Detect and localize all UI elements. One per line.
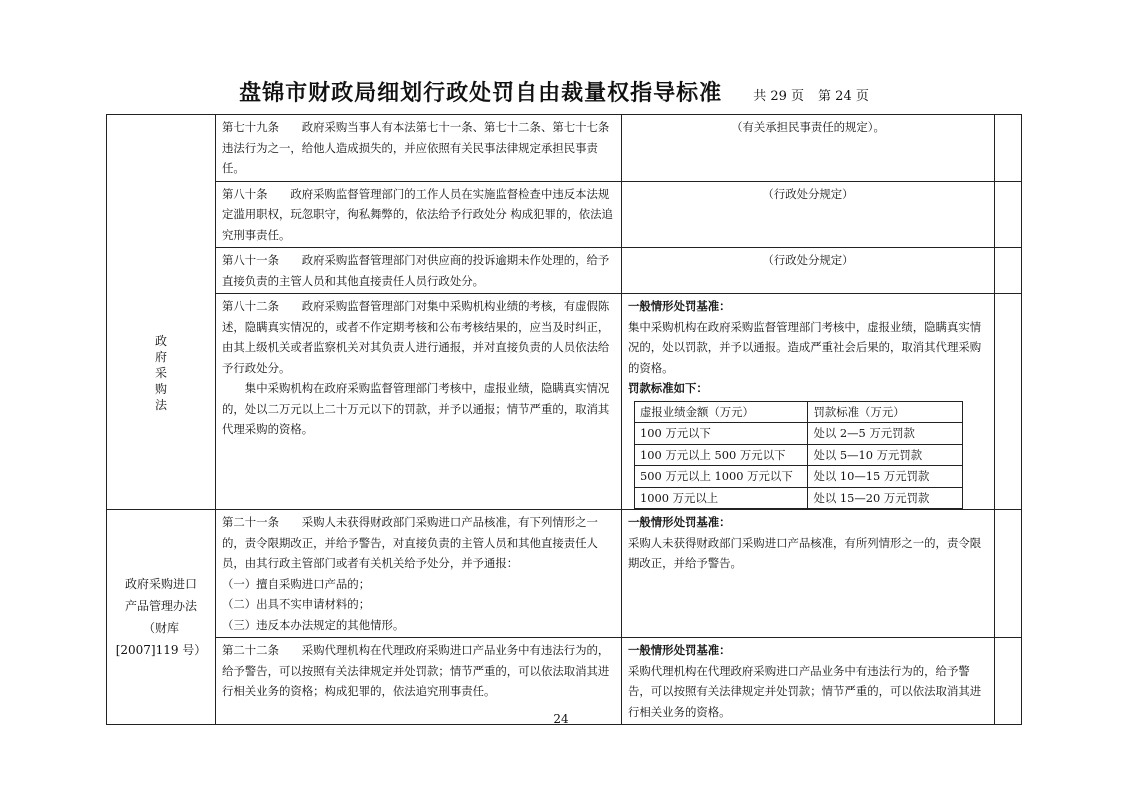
law-name-cell [107,510,216,725]
fine-header-cell: 虚报业绩金额（万元） [635,401,808,423]
standard-text: 集中采购机构在政府采购监督管理部门考核中，虚报业绩，隐瞒真实情况的，处以罚款，并予以通报。造成严重社会后果的，取消其代理采购的资格。 [628,319,982,375]
fine-table-row [635,444,963,466]
fine-heading: 罚款标准如下： [628,381,708,395]
standard-text: 采购代理机构在代理政府采购进口产品业务中有违法行为的，给予警告，可以按照有关法律规定并处罚款；情节严重的，可以依法取消其进行相关业务的资格。 [628,663,982,719]
law-name-cell [107,115,216,510]
article-cell [216,294,622,510]
fine-cell: 处以 10—15 万元罚款 [808,466,963,488]
article-paragraph: 第二十一条 采购人未获得财政部门采购进口产品核准，有下列情形之一的，责令限期改正，并给予警告，对直接负责的主管人员和其他直接责任人员，由其行政主管部门或者有关机关给予处分，并予通报： [222,515,598,570]
fine-cell: 处以 5—10 万元罚款 [808,444,963,466]
standard-heading: 一般情形处罚基准： [628,515,731,529]
page-number: 24 [553,712,569,726]
article-item: （三）违反本办法规定的其他情形。 [222,617,405,632]
fine-header-cell: 罚款标准（万元） [808,401,963,423]
table-row [107,510,1022,638]
header [0,76,1122,107]
fine-table-row [635,487,963,509]
article-cell: 第二十二条 采购代理机构在代理政府采购进口产品业务中有违法行为的，给予警告，可以按照有关法律规定并处罚款；情节严重的，可以依法取消其进行相关业务的资格；构成犯罪的，依法追究刑事责任。 [216,638,622,725]
article-item: （二）出具不实申请材料的； [222,597,371,611]
remark-cell [995,510,1022,638]
article-cell: 第八十一条 政府采购监督管理部门对供应商的投诉逾期未作处理的，给予直接负责的主管人员和其他直接责任人员行政处分。 [216,248,622,294]
fine-cell: 100 万元以下 [635,423,808,445]
standard-cell [622,510,995,638]
fine-table [634,401,963,510]
table-row [107,294,1022,510]
fine-cell: 处以 2—5 万元罚款 [808,423,963,445]
fine-cell: 处以 15—20 万元罚款 [808,487,963,509]
article-item: （一）擅自采购进口产品的； [222,576,371,591]
standard-heading: 一般情形处罚基准： [628,643,731,657]
article-cell: 第八十条 政府采购监督管理部门的工作人员在实施监督检查中违反本法规定滥用职权，玩忽职守，徇私舞弊的，依法给予行政处分 构成犯罪的，依法追究刑事责任。 [216,181,622,248]
standard-text: 采购人未获得财政部门采购进口产品核准，有所列情形之一的，责令限期改正，并给予警告。 [628,535,982,570]
law-name: 政府采购进口 产品管理办法 （财库 [2007]119 号） [115,577,207,657]
fine-cell: 1000 万元以上 [635,487,808,509]
fine-cell: 100 万元以上 500 万元以下 [635,444,808,466]
standards-table [106,114,1022,725]
standard-cell [622,294,995,510]
page-title: 盘锦市财政局细划行政处罚自由裁量权指导标准 [239,81,723,106]
remark-cell [995,181,1022,248]
fine-table-header [635,401,963,423]
remark-cell [995,294,1022,510]
fine-cell: 500 万元以上 1000 万元以下 [635,466,808,488]
fine-table-row [635,466,963,488]
table-row [107,181,1022,248]
remark-cell [995,115,1022,182]
standard-heading: 一般情形处罚基准： [628,299,731,313]
total-pages: 共 29 页 [753,89,805,104]
article-cell: 第七十九条 政府采购当事人有本法第七十一条、第七十二条、第七十七条违法行为之一，给他人造成损失的，并应依照有关民事法律规定承担民事责任。 [216,115,622,182]
table-row [107,248,1022,294]
standard-cell: （有关承担民事责任的规定）。 [622,115,995,182]
remark-cell [995,248,1022,294]
article-paragraph: 第八十二条 政府采购监督管理部门对集中采购机构业绩的考核，有虚假陈述，隐瞒真实情况的，或者不作定期考核和公布考核结果的，应当及时纠正，由其上级机关或者监察机关对其负责人进行通报，并对直接负责的人员依法给予行政处分。 [222,299,610,375]
law-name: 政府采购法 [154,334,167,413]
article-paragraph: 集中采购机构在政府采购监督管理部门考核中，虚报业绩，隐瞒真实情况的，处以二万元以上二十万元以下的罚款，并予以通报；情节严重的，取消其代理采购的资格。 [222,381,610,436]
fine-table-row [635,423,963,445]
current-page: 第 24 页 [818,89,869,104]
page-info [753,89,883,104]
standard-cell: （行政处分规定） [622,248,995,294]
article-cell [216,510,622,638]
table-row [107,115,1022,182]
standard-cell: （行政处分规定） [622,181,995,248]
